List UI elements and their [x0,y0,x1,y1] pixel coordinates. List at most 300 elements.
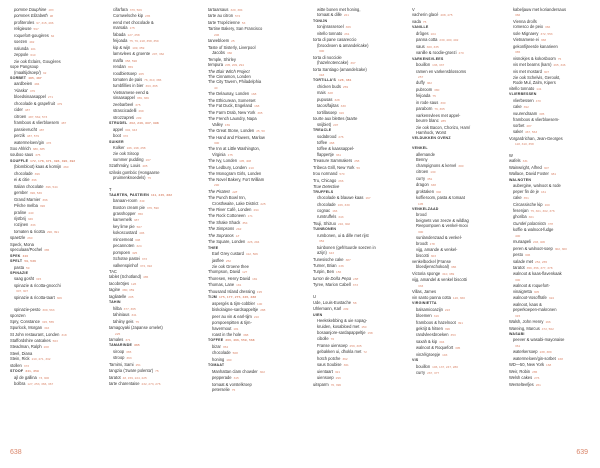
index-term: havermout [212,325,232,331]
page-reference: 376, 590 [146,205,159,210]
page-reference: 18 [235,233,240,238]
index-term: biscotti [416,252,429,258]
page-reference: 208 [43,345,49,350]
index-term: True Detective [313,184,340,190]
index-term: zie ook Siroop [113,151,139,157]
page-reference: 264 [236,227,242,232]
page-reference: 373 [23,363,30,368]
index-term: ramen en varkensblossoms [416,68,467,74]
index-term: dragon [416,182,429,188]
index-term: Welsh cakes [509,375,533,381]
page-reference: 476 [46,140,52,145]
index-term: rumbonen, ui & dille met rijst [317,232,369,238]
page-reference: 570 [339,172,345,177]
page-reference: 381 [550,172,557,177]
page-reference: 396, 544 [45,184,58,189]
index-term: TIJM [208,295,217,300]
index-term: koffie & walnoot-fudge [513,227,554,233]
index-term: Pêche melba [14,203,38,209]
index-term: (broodvoen & amandelcake) [317,42,369,48]
index-term: allemande [416,151,435,157]
index-term: SUIKER [109,139,124,144]
index-term: VIS [412,358,419,363]
index-term: Victoria sponge [412,270,441,276]
page-reference: 372, 392 [140,263,153,268]
index-term: malfa [113,57,124,63]
page-reference: 405 [142,164,148,169]
page-reference: 252 [225,258,232,263]
index-term: trou normand [313,171,338,177]
page-reference: 305 [539,111,545,116]
page-reference: 386 [451,265,457,270]
page-reference: 53 [241,20,246,25]
index-term: zie ook Groene thee [212,264,249,270]
index-term: SPEK [10,253,21,258]
index-term: toffee & kaassappel- [317,146,355,152]
page-reference: 567 [136,224,142,229]
index-term: Virginia [212,151,226,157]
index-term: The Monogram Girls, Londen [208,171,262,177]
index-term: rendan [113,64,126,70]
page-reference: 365 [44,248,50,253]
page-reference: 75 [135,319,139,324]
page-reference: 235 [145,14,151,19]
index-term: eend met chocolade & [113,19,154,25]
index-term: tarte au citron [208,13,234,19]
index-term: tagliatelle [109,293,127,299]
page-reference: 316 [338,110,344,115]
page-reference: 166, 198, 258 [126,145,146,150]
index-term: Steadman, Ralph [10,344,42,350]
index-term: tagine [109,287,121,293]
index-term: pomme Dauphine [14,7,47,12]
index-term: broodt [416,240,428,246]
index-term: perzik [14,133,25,139]
index-term: visnokjes & kokosboom [513,55,556,61]
index-term: The Sopranos [208,232,234,238]
page-reference: 261 [344,31,350,36]
page-number-left: 638 [10,449,22,456]
index-term: tarwebloem [208,38,230,44]
index-term: St John restaurant, Londen [10,331,60,337]
index-term: vitello tonnato [317,30,343,36]
page-reference: 225 [115,331,121,336]
page-reference: 359, 369 [136,96,149,101]
page-reference: 209 [343,307,349,312]
page-reference: 171 [247,214,253,219]
page-reference: 304 [439,339,445,344]
index-term: (hazelnotencake) [317,60,349,66]
page-reference: 307 [543,69,550,74]
index-term: vinzélgroepje [416,351,441,357]
index-term: tacobrötjes [109,280,130,286]
index-term: Circassische kip [513,201,543,207]
index-term: vin santo panna cotta [412,294,451,300]
index-term: honing [212,356,225,362]
index-term: Kolker [113,144,125,150]
index-term: venkelbockel (Franse [412,259,451,265]
page-reference: 206 [214,32,220,37]
index-term: torta Santiago (amandelcake) [313,66,367,72]
page-reference: 141 [536,86,542,91]
page-reference: 377, 365 [123,306,136,311]
page-reference: 207 [333,122,339,127]
index-term: The Blair Witch Project [208,68,250,74]
page-reference: 351 [427,176,433,181]
index-term: snijbiet) [317,121,332,127]
index-term: The Novel Bakery, Fort William [208,176,265,182]
page-reference: 387 [345,257,351,262]
index-term: Wallace, David Foster [509,171,549,177]
page-reference: 166 [332,208,338,213]
index-term: WD—50, New York [509,362,545,368]
index-term: vinaigretta [513,288,532,294]
page-reference: 73, 300 [38,375,50,380]
page-reference: 181 [252,276,258,281]
page-reference: 321 [334,369,341,374]
page-reference: 118, 310, 358 [515,141,534,146]
page-reference: 316 [44,326,50,331]
index-term: bizar [212,343,221,349]
page-reference: 126 [131,281,137,286]
page-number-right: 639 [576,449,588,456]
page-reference: 193 [442,352,448,357]
page-reference: 468 [329,140,335,145]
index-term: banaan-room [113,198,138,204]
index-term: (blombloot) kaas & kornijn [14,164,62,170]
index-term: Tru, Chicago [313,177,337,183]
index-term: muraapeli [513,239,531,245]
index-term: szilvás gombóc (Hongaarse [109,169,160,175]
page-reference: 479 [56,101,63,106]
index-term: kabeljauw met koriandersaus [513,7,567,12]
page-reference: 302, 343 [125,127,138,132]
index-term: Boston cream pie [113,204,145,210]
page-reference: 76, 310, 386 [144,77,162,82]
index-term: Stein, Rick [10,356,30,362]
page-reference: 396 [444,327,451,332]
index-term: Temple, Shirley [208,56,236,62]
page-reference: 210, 271, 332 [31,357,51,362]
index-term: bouillon [416,62,431,68]
index-term: tomaat & dille [317,12,342,18]
index-entry [509,382,579,388]
page-reference: 492 [29,40,35,45]
index-term: uiensoep [317,375,334,381]
index-term: marsala [113,25,128,31]
index-term: souboo saus [10,152,34,158]
page-reference: 305 [455,346,461,351]
index-term: Wentelteefjes [509,381,534,387]
index-term: chocolade & blauwe kaas [317,195,364,201]
index-term: vuurendraam [513,110,538,116]
page-reference: 375 [135,102,141,107]
index-term: mais [317,90,326,96]
index-term: hilba [113,305,122,311]
page-reference: 387 [133,218,140,223]
page-reference: 216, 302 [337,221,351,226]
index-term: (maaltijdsoep/) [14,69,41,75]
index-term: tumbfillies in bier [113,83,144,89]
index-term: bolbra [14,381,26,387]
index-term: vijg, amande & venkel- [416,247,458,253]
index-term: VARKENSVLEES [412,56,444,61]
page-reference: 120, 360 [452,295,465,300]
page-reference: 48, 159, 224, 225 [122,375,147,380]
page-reference: 470 [458,51,464,56]
page-reference: 160 [544,202,550,207]
index-term: fesenjan [513,207,529,213]
page-reference: 396 [34,171,40,176]
page-reference: 265 [532,369,538,374]
page-reference: 315 [515,313,521,318]
index-term: TOMAAT [208,363,225,368]
page-reference: 223 [444,307,451,312]
index-term: chocolade [212,350,231,356]
index-term: pubroom [416,86,433,92]
index-term: chicken buds [317,83,341,89]
index-term: vitello tonnato [509,85,535,91]
index-term: randvleesbroeken [416,332,449,338]
page-reference: 175, 177, 275, 335, 388 [219,295,257,300]
index-term: fabada [113,31,126,37]
index-term: TORTILLA'S [313,78,336,83]
index-term: 'Alaska' [14,87,28,93]
index-term: tacos/fajitas [317,103,339,109]
index-term: The Fat Duck, Engeland [208,103,253,109]
index-term: siroop [113,348,125,354]
index-term: walnoot & Roquefort [416,345,454,351]
index-column-2 [109,7,179,388]
index-term: sinaasappel [113,95,135,101]
page-reference: 168 [557,356,563,361]
index-term: The Shake Shack [208,219,241,225]
index-term: tamales [109,337,124,343]
page-reference: 318 [61,332,67,337]
index-term: SPELT [10,259,23,264]
page-reference: 290 [214,183,220,188]
index-term: beignets van zeeze & wildlag [416,217,469,223]
index-term: tomaten de pais [113,76,143,82]
page-reference: 319 [433,314,439,319]
page-reference: 25, 50 [256,129,265,134]
page-reference: 328 [327,91,333,96]
page-reference: 396 [31,178,37,183]
page-reference: 257 [418,74,424,79]
page-reference: 109, 359 [132,45,145,50]
index-term: biskolaigne-sardsappeltje [212,307,259,313]
index-term: key lime pie [113,223,135,229]
page-reference: 161 [540,189,547,194]
page-reference: 188 [353,276,359,281]
page-reference: 210 [253,314,259,319]
index-term: Uhlemann, Karl [313,306,342,312]
index-term: soezen [14,39,28,45]
page-reference: 167 [365,196,371,201]
index-term: appel [113,126,124,132]
index-term: bosaanjore-sardapappeltje [317,330,366,336]
index-term: watermeloen/gin-sorbet [513,355,556,361]
index-term: zie ook Schelvis, Gerookt, [513,74,561,80]
page-reference: 183 [48,8,54,12]
index-term: pecannoten [113,243,135,249]
index-term: The Hand and Flowers, Marlow [208,134,265,140]
index-term: The City Tavern, Philadelphia [208,79,262,85]
page-reference: 167 [145,157,151,162]
index-term: gekonfijteerde kanarieen [513,43,558,49]
page-reference: 128 [232,189,238,194]
page-reference: 75 [155,369,159,374]
index-term: Taste of Sisterly, Liverpool [208,44,256,50]
page-reference: 75 [557,56,562,61]
page-reference: 487, 579 [26,134,39,139]
page-reference: 259 [342,84,349,89]
index-term: toffee [317,139,328,145]
index-term: tuinbonen (gefrituurde soezen in [317,244,376,250]
index-term: SORBET [10,75,27,80]
page-reference: 166 [545,320,551,325]
index-term: The Ivy, Londen [208,158,238,164]
page-reference: 328 [334,97,340,102]
page-reference: 300 [214,140,220,145]
index-term: cognac [317,207,331,213]
page-reference: 330 [340,104,346,109]
index-term: The River Café, Londen [208,206,252,212]
page-reference: 259, 305 [349,343,362,348]
page-reference: 354 [242,220,248,225]
index-term: romesco de peix [513,24,544,30]
index-term: peterselie [212,387,230,393]
index-term: waterkersoep [513,349,538,355]
index-term: praline [14,209,27,215]
index-term: Benny [416,157,428,163]
page-reference: 472, 562 [541,326,554,331]
page-reference: 105 [418,201,424,206]
index-term: torta di nocciole [313,54,342,60]
index-term: mincemeat [113,236,134,242]
index-term: lamsvlees & groente [113,51,151,57]
index-term: valkenspinhof [113,262,139,268]
index-term: Schotse pastei [113,256,140,262]
page-reference: 315 [233,376,239,381]
page-reference: 105, 408 [239,159,252,164]
page-reference: 130 [430,170,436,175]
page-reference: 361 [515,343,521,348]
page-reference: 190 [226,357,232,362]
page-reference: 470 [535,98,541,103]
page-reference: 288 [260,308,266,313]
page-reference: 373 [352,283,358,288]
index-term: SOUFFLÉ [10,158,29,163]
index-term: Crosthwaite, Lake District [212,200,259,206]
index-term: taratot [109,374,121,380]
index-term: curry [416,175,426,181]
index-term: VLIERBESSEN [509,92,537,97]
page-reference: 320, 384 [230,8,243,12]
index-term: TAMARINDE [109,343,133,348]
page-reference: 341 [131,313,137,318]
page-reference: 127 [242,270,248,275]
index-term: Rode Mul, Zalm, Kipers [513,80,556,86]
page-reference: 221 [343,13,349,18]
page-reference: 412, 506 [245,252,258,257]
index-term: The Pirates! [208,188,231,194]
page-reference: 406 [139,231,145,236]
index-term: walnoot-Vosoffrafe [513,295,547,301]
index-term: Vienna droifs [513,18,537,24]
index-term: beurre blanc [416,118,439,124]
index-term: vanille & roodie-groezi [416,50,457,56]
page-reference: 172, 178, 371, 396, 390, 392 [30,158,76,163]
index-term: strascicadelli [113,108,137,114]
page-reference: 361 [335,152,342,157]
index-term: Thousand Island dressing [208,288,255,294]
index-term: nalunda [14,45,29,51]
page-reference: 106, 137, 247, 280 [432,364,458,369]
page-reference: 301 [528,215,534,220]
index-term: WALNOTEN [509,177,532,182]
index-term: The Square, Londen [208,239,246,245]
index-term: framboos & vlierbloesem [14,120,60,126]
index-term: Cornwelsche kip [113,13,144,19]
index-term: cibolle [317,336,329,342]
index-term: T [109,187,112,193]
index-term: pupusas [317,96,333,102]
index-term: saag gosht [14,276,35,282]
index-term: pommes Elizabeth [14,13,48,19]
index-term: roquefort-gougères [14,32,49,38]
index-term: tonijnrasseroel [317,24,344,30]
index-term: Italian chocolate [14,183,44,189]
index-term: Wareing, Marcus [509,325,540,331]
page-reference: 127, 258 [127,32,140,37]
page-reference: 56 [356,165,360,170]
index-term: stroop [113,355,125,361]
index-term: Thompson, David [208,269,241,275]
page-reference: 96 [49,14,54,19]
page-reference: 136, 337 [432,63,445,68]
page-reference: 168 [254,104,260,109]
index-column-3 [208,7,278,394]
page-reference: 300, 335 [426,44,439,49]
index-term: sope Pangsoup [10,64,39,70]
page-reference: 305 [533,289,540,294]
page-reference: 343 [328,251,334,256]
page-reference: 302 [259,369,265,374]
index-term: peperkoepen-makronen [513,307,557,313]
index-entry [109,381,179,387]
index-term: The Cinnamon, Londen [208,73,251,79]
page-reference: 315, 555 [41,319,55,324]
index-entry [412,370,482,376]
page-reference: 252, 265 [535,259,548,264]
index-term: Valley [212,121,223,127]
page-reference: 296 [335,376,341,381]
page-reference: 346 [27,216,33,221]
index-term: tahiiny geis [113,318,134,324]
index-term: Tunesische cake [313,256,344,262]
index-term: Soo Ahlrich [10,145,31,151]
page-reference: 58 [353,300,357,305]
index-term: pompoen [113,249,131,255]
page-reference: 366 [515,13,521,18]
index-term: Spry, Constance [10,318,40,324]
page-reference: 150 [361,324,367,329]
page-reference: 333 [30,223,36,228]
page-reference: 330 [440,100,446,105]
index-term: The Delaunay, Londen [208,91,250,97]
index-term: grasshopper [113,210,136,216]
